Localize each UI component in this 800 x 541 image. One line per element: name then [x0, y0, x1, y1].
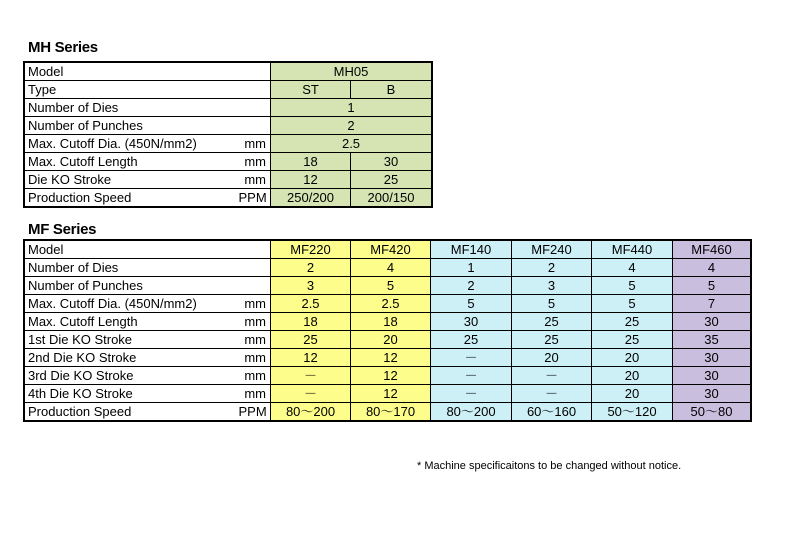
value-cell: 2.5	[351, 295, 431, 313]
value-cell: 20	[351, 331, 431, 349]
mh-spec-row	[25, 189, 432, 207]
mh-series-title: MH Series	[28, 39, 98, 56]
mf-spec-row	[25, 331, 751, 349]
row-unit: mm	[237, 331, 271, 349]
row-label: 2nd Die KO Stroke	[25, 349, 237, 367]
row-unit: mm	[237, 349, 271, 367]
value-cell: 25	[592, 313, 673, 331]
value-cell: 25	[431, 331, 512, 349]
model-name: MF420	[351, 241, 431, 259]
value-cell: 18	[351, 313, 431, 331]
mh-series-table	[24, 62, 432, 207]
mh-spec-row	[25, 135, 432, 153]
value-cell: 1	[431, 259, 512, 277]
value-cell: 5	[351, 277, 431, 295]
row-label: Die KO Stroke	[25, 171, 237, 189]
value-cell: 30	[673, 385, 751, 403]
value-cell: －	[431, 367, 512, 385]
model-name: MF140	[431, 241, 512, 259]
value-cell: 2	[271, 259, 351, 277]
mh-spec-row	[25, 171, 432, 189]
row-label: Model	[25, 241, 271, 259]
value-cell: 4	[351, 259, 431, 277]
value-cell: 50～120	[592, 403, 673, 421]
value-cell: 2	[431, 277, 512, 295]
model-name: MF460	[673, 241, 751, 259]
model-name: MH05	[271, 63, 432, 81]
mf-series-title: MF Series	[28, 221, 97, 238]
mh-spec-row	[25, 153, 432, 171]
mf-spec-row	[25, 385, 751, 403]
value-cell: 20	[592, 367, 673, 385]
value-cell: 5	[592, 277, 673, 295]
row-unit: mm	[237, 153, 271, 171]
value-cell: 18	[271, 313, 351, 331]
value-cell: 30	[431, 313, 512, 331]
type-cell: ST	[271, 81, 351, 99]
value-cell: 25	[512, 331, 592, 349]
row-label: Max. Cutoff Length	[25, 313, 237, 331]
value-cell: 80～200	[271, 403, 351, 421]
mf-spec-row	[25, 367, 751, 385]
value-cell: －	[512, 385, 592, 403]
row-unit: mm	[237, 385, 271, 403]
mh-type-row	[25, 81, 432, 99]
row-label: Number of Dies	[25, 99, 271, 117]
mf-series-table	[24, 240, 751, 421]
row-label: 4th Die KO Stroke	[25, 385, 237, 403]
value-cell: 50～80	[673, 403, 751, 421]
value-cell: 25	[592, 331, 673, 349]
value-cell: 2.5	[271, 135, 432, 153]
value-cell: 25	[271, 331, 351, 349]
mf-spec-row	[25, 277, 751, 295]
value-cell: 18	[271, 153, 351, 171]
value-cell: 12	[271, 349, 351, 367]
mh-spec-row	[25, 99, 432, 117]
value-cell: 4	[592, 259, 673, 277]
row-label: Production Speed	[25, 403, 237, 421]
row-unit: mm	[237, 135, 271, 153]
value-cell: 30	[351, 153, 432, 171]
value-cell: 35	[673, 331, 751, 349]
mf-spec-row	[25, 349, 751, 367]
value-cell: －	[431, 385, 512, 403]
value-cell: 30	[673, 367, 751, 385]
row-unit: mm	[237, 367, 271, 385]
value-cell: 30	[673, 313, 751, 331]
mh-model-row	[25, 63, 432, 81]
value-cell: 80～200	[431, 403, 512, 421]
value-cell: 2.5	[271, 295, 351, 313]
row-unit: PPM	[237, 189, 271, 207]
disclaimer-note: * Machine specificaitons to be changed without notice.	[417, 460, 682, 472]
mf-spec-row	[25, 295, 751, 313]
type-cell: B	[351, 81, 432, 99]
model-name: MF220	[271, 241, 351, 259]
row-label: Production Speed	[25, 189, 237, 207]
value-cell: 5	[512, 295, 592, 313]
mf-spec-row	[25, 403, 751, 421]
value-cell: 20	[592, 349, 673, 367]
value-cell: 12	[271, 171, 351, 189]
row-unit: mm	[237, 313, 271, 331]
value-cell: 1	[271, 99, 432, 117]
value-cell: －	[431, 349, 512, 367]
mf-spec-row	[25, 259, 751, 277]
value-cell: 12	[351, 349, 431, 367]
row-label: Number of Punches	[25, 277, 271, 295]
row-label: 1st Die KO Stroke	[25, 331, 237, 349]
value-cell: 2	[512, 259, 592, 277]
value-cell: －	[271, 385, 351, 403]
mh-spec-row	[25, 117, 432, 135]
model-name: MF240	[512, 241, 592, 259]
value-cell: 3	[512, 277, 592, 295]
mf-model-row	[25, 241, 751, 259]
value-cell: 7	[673, 295, 751, 313]
row-label: Model	[25, 63, 271, 81]
value-cell: 20	[592, 385, 673, 403]
value-cell: 4	[673, 259, 751, 277]
row-label: Max. Cutoff Length	[25, 153, 237, 171]
row-label: Type	[25, 81, 271, 99]
value-cell: 12	[351, 385, 431, 403]
value-cell: 25	[351, 171, 432, 189]
value-cell: 200/150	[351, 189, 432, 207]
value-cell: 5	[673, 277, 751, 295]
value-cell: 5	[592, 295, 673, 313]
row-label: 3rd Die KO Stroke	[25, 367, 237, 385]
value-cell: 80～170	[351, 403, 431, 421]
row-unit: mm	[237, 171, 271, 189]
row-label: Number of Punches	[25, 117, 271, 135]
value-cell: 60～160	[512, 403, 592, 421]
model-name: MF440	[592, 241, 673, 259]
mf-spec-row	[25, 313, 751, 331]
value-cell: 250/200	[271, 189, 351, 207]
row-label: Max. Cutoff Dia. (450N/mm2)	[25, 295, 237, 313]
value-cell: －	[271, 367, 351, 385]
row-unit: mm	[237, 295, 271, 313]
value-cell: －	[512, 367, 592, 385]
value-cell: 12	[351, 367, 431, 385]
value-cell: 25	[512, 313, 592, 331]
row-label: Max. Cutoff Dia. (450N/mm2)	[25, 135, 237, 153]
value-cell: 30	[673, 349, 751, 367]
value-cell: 20	[512, 349, 592, 367]
value-cell: 2	[271, 117, 432, 135]
row-label: Number of Dies	[25, 259, 271, 277]
row-unit: PPM	[237, 403, 271, 421]
value-cell: 5	[431, 295, 512, 313]
value-cell: 3	[271, 277, 351, 295]
